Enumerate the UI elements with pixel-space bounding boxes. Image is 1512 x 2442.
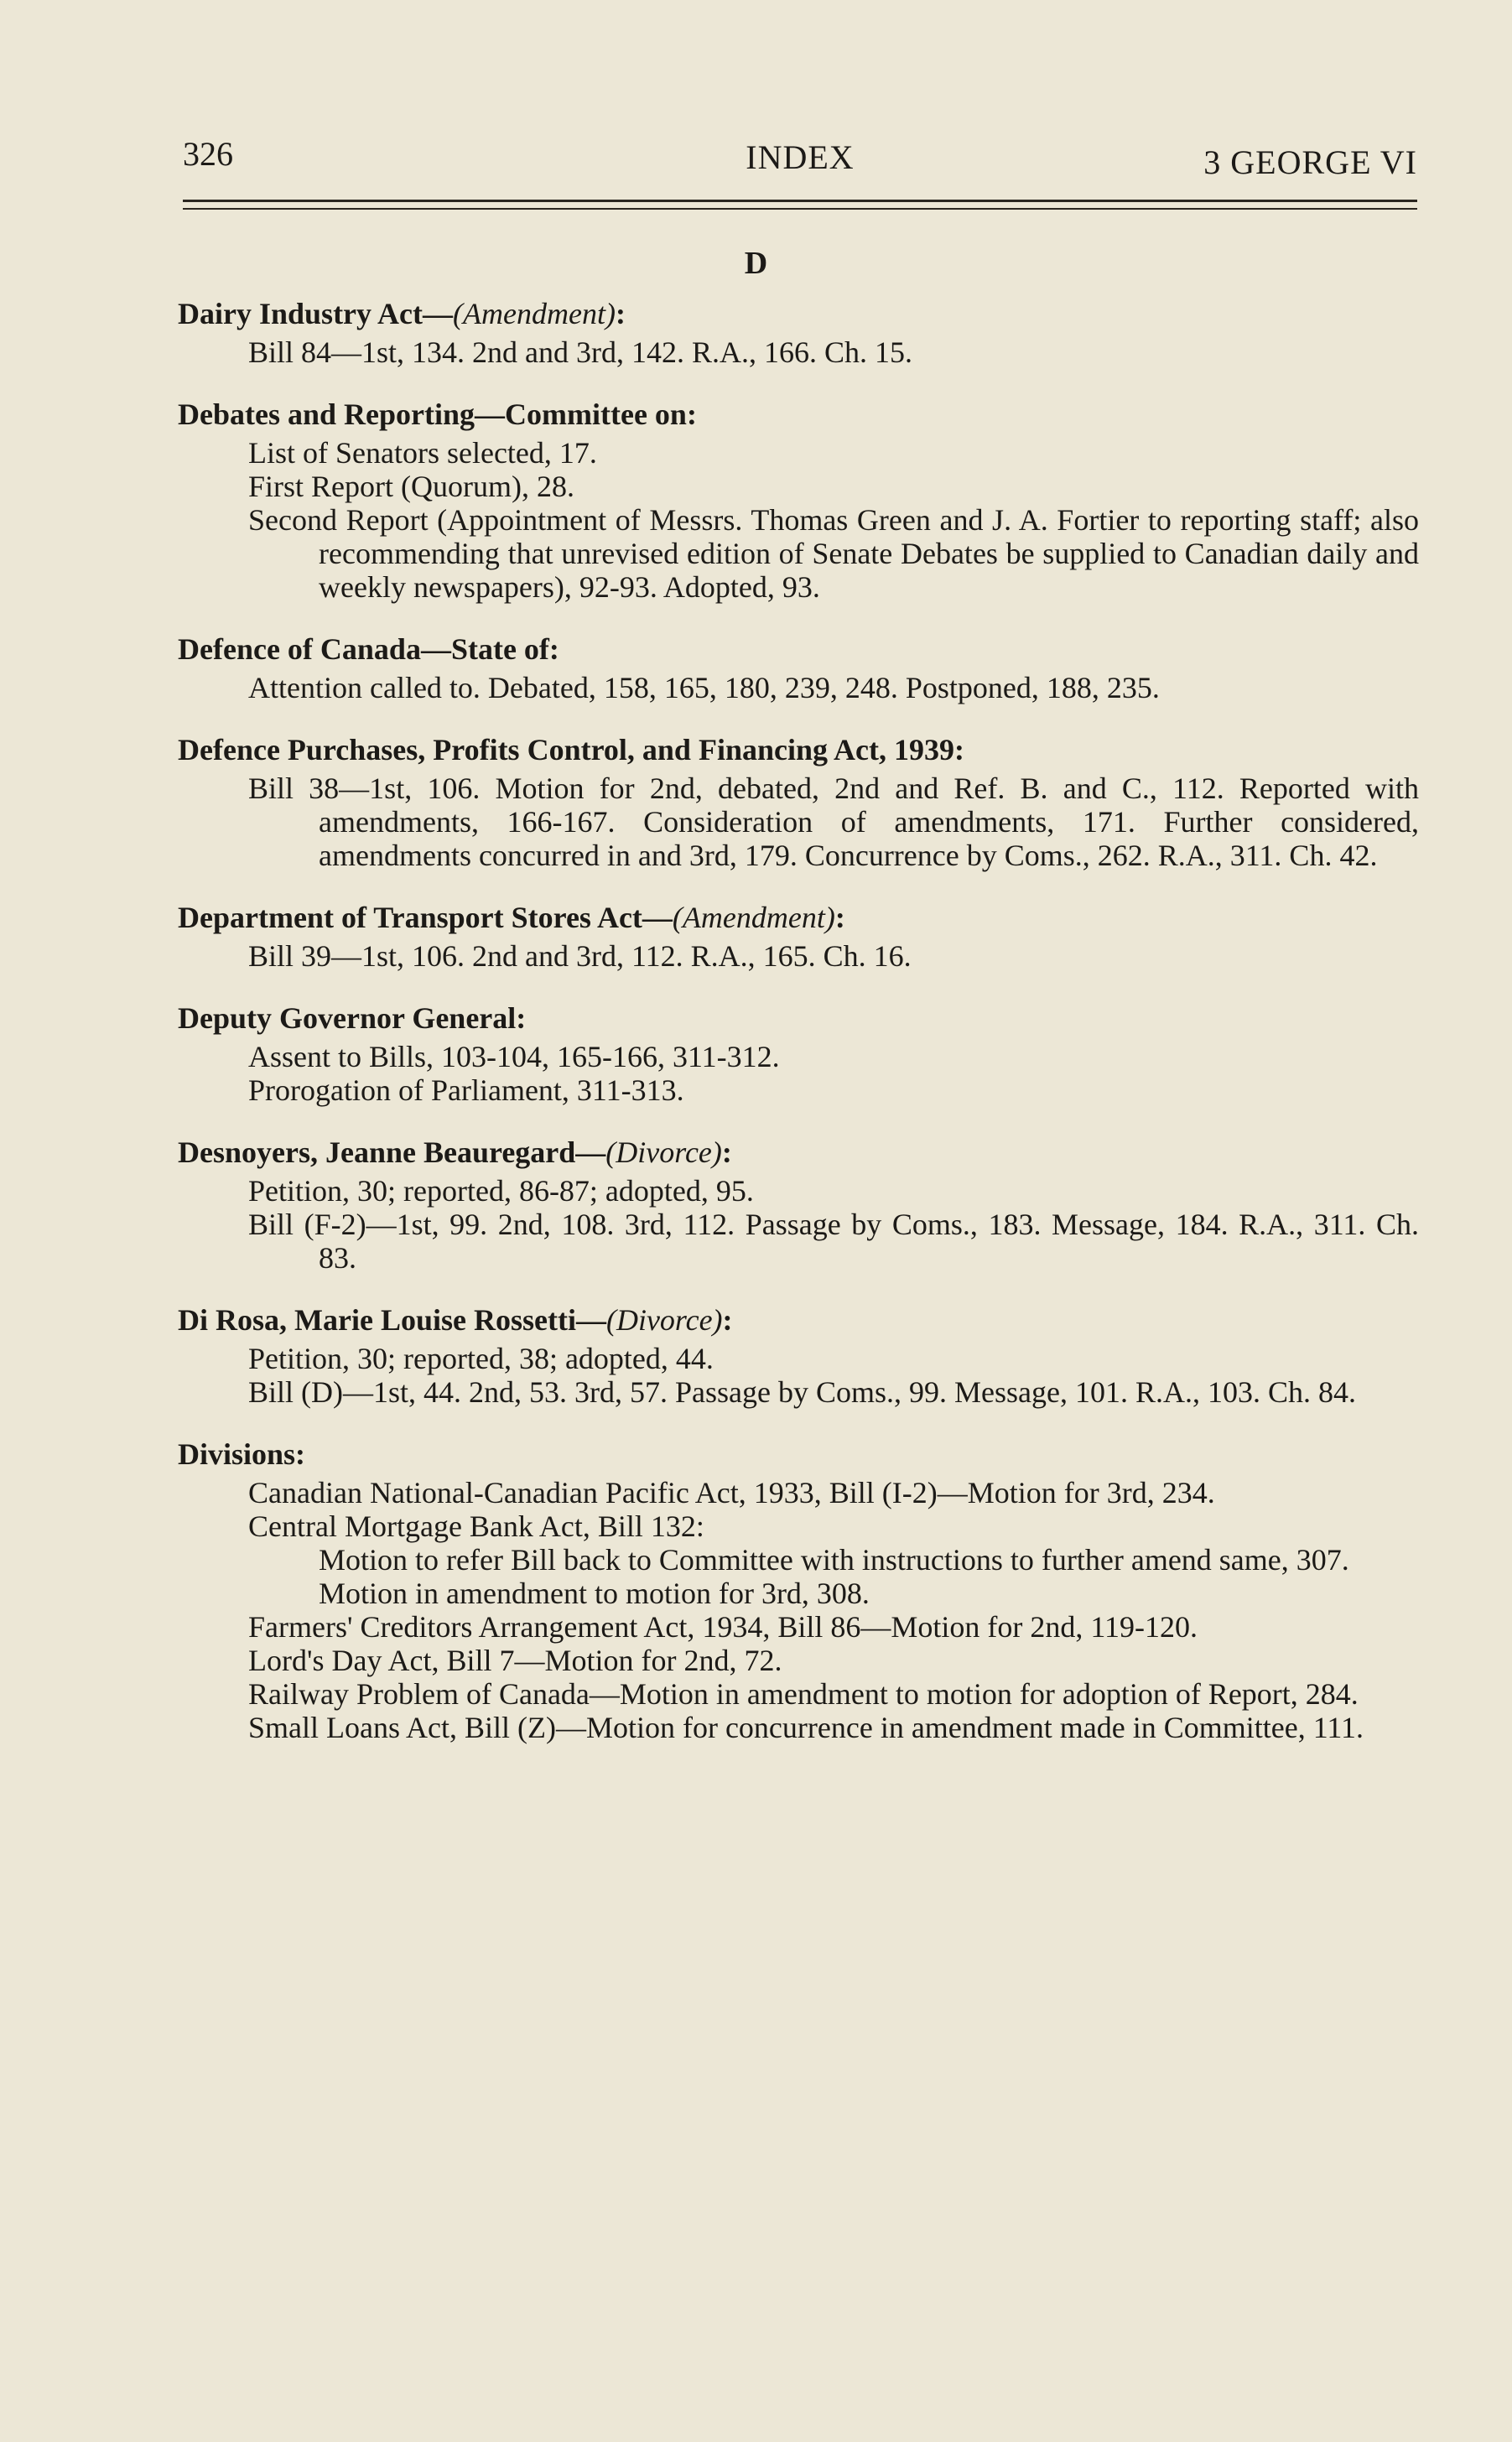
entry-line: List of Senators selected, 17. xyxy=(248,436,597,470)
entry-line: Bill 39—1st, 106. 2nd and 3rd, 112. R.A., 165. Ch. 16. xyxy=(248,939,912,973)
entry-line: Attention called to. Debated, 158, 165, 180, 239, 248. Postponed, 188, 235. xyxy=(248,671,1160,704)
header-rule-top xyxy=(183,200,1417,202)
entry-heading-suffix: : xyxy=(721,1135,732,1169)
index-entry-divisions xyxy=(178,1432,1419,1744)
entry-heading-suffix: : xyxy=(834,901,845,934)
entry-heading xyxy=(178,292,1419,335)
entry-heading: Deputy Governor General: xyxy=(178,1001,527,1035)
index-entry xyxy=(178,627,1419,704)
entry-heading: Defence Purchases, Profits Control, and Financing Act, 1939: xyxy=(178,733,964,766)
page-number: 326 xyxy=(183,135,233,173)
index-entry xyxy=(178,292,1419,369)
entry-heading-text: Desnoyers, Jeanne Beauregard— xyxy=(178,1135,606,1169)
entry-heading-italic: (Amendment) xyxy=(672,901,835,934)
division-item: Small Loans Act, Bill (Z)—Motion for concurrence in amendment made in Committee, 111. xyxy=(248,1711,1364,1744)
entry-heading: Divisions: xyxy=(178,1437,306,1471)
entry-heading-italic: (Divorce) xyxy=(605,1303,723,1337)
entry-heading-italic: (Divorce) xyxy=(605,1135,722,1169)
entry-heading xyxy=(178,896,1419,939)
page-header xyxy=(183,134,1417,184)
running-head-reign: 3 GEORGE VI xyxy=(1203,143,1417,181)
division-item: Railway Problem of Canada—Motion in amendment to motion for adoption of Report, 284. xyxy=(248,1677,1359,1711)
entry-heading xyxy=(178,1130,1419,1174)
division-subitem: Motion to refer Bill back to Committee with instructions to further amend same, 307. xyxy=(319,1543,1349,1577)
division-item: Lord's Day Act, Bill 7—Motion for 2nd, 72. xyxy=(248,1644,782,1677)
entry-heading-text: Dairy Industry Act— xyxy=(178,297,454,330)
index-entry xyxy=(178,392,1419,604)
entry-line: Bill 84—1st, 134. 2nd and 3rd, 142. R.A., 166. Ch. 15. xyxy=(248,335,913,369)
division-subitem: Motion in amendment to motion for 3rd, 308. xyxy=(319,1577,870,1610)
index-entry xyxy=(178,896,1419,973)
index-entry xyxy=(178,728,1419,872)
entry-heading-suffix: : xyxy=(722,1303,733,1337)
division-item: Canadian National-Canadian Pacific Act, 1933, Bill (I-2)—Motion for 3rd, 234. xyxy=(248,1476,1215,1509)
index-content xyxy=(178,292,1419,1768)
entry-heading-italic: (Amendment) xyxy=(453,297,616,330)
page-title: INDEX xyxy=(746,138,855,176)
section-letter: D xyxy=(744,246,768,281)
index-entry xyxy=(178,996,1419,1107)
entry-heading: Defence of Canada—State of: xyxy=(178,632,559,666)
index-entry xyxy=(178,1130,1419,1275)
entry-heading-suffix: : xyxy=(615,297,626,330)
entry-line: Petition, 30; reported, 86-87; adopted, 95. xyxy=(248,1174,754,1208)
header-rule-bottom xyxy=(183,208,1417,210)
entry-line: Assent to Bills, 103-104, 165-166, 311-312. xyxy=(248,1040,780,1073)
division-item: Farmers' Creditors Arrangement Act, 1934, Bill 86—Motion for 2nd, 119-120. xyxy=(248,1610,1198,1644)
entry-line: Second Report (Appointment of Messrs. Thomas Green and J. A. Fortier to reporting staff; also recommending that unrevised edition of Senate Debates be supplied to Canadian daily and weekly newspapers), 92-93. Adopted, 93. xyxy=(248,503,1419,604)
entry-line: Bill (D)—1st, 44. 2nd, 53. 3rd, 57. Passage by Coms., 99. Message, 101. R.A., 103. Ch. 84. xyxy=(248,1375,1356,1409)
entry-heading-text: Di Rosa, Marie Louise Rossetti— xyxy=(178,1303,606,1337)
entry-heading: Debates and Reporting—Committee on: xyxy=(178,397,697,431)
entry-line: First Report (Quorum), 28. xyxy=(248,470,574,503)
index-entry xyxy=(178,1298,1419,1409)
entry-line: Bill (F-2)—1st, 99. 2nd, 108. 3rd, 112. Passage by Coms., 183. Message, 184. R.A., 311. Ch. 83. xyxy=(248,1208,1419,1275)
entry-line: Bill 38—1st, 106. Motion for 2nd, debated, 2nd and Ref. B. and C., 112. Reported with amendments, 166-167. Consideration of amendments, 171. Further considered, amendments concurred in and 3rd, 179. Concurrence by Coms., 262. R.A., 311. Ch. 42. xyxy=(248,772,1419,872)
entry-line: Prorogation of Parliament, 311-313. xyxy=(248,1073,684,1107)
division-item: Central Mortgage Bank Act, Bill 132: xyxy=(248,1509,704,1543)
entry-heading xyxy=(178,1298,1419,1342)
entry-line: Petition, 30; reported, 38; adopted, 44. xyxy=(248,1342,714,1375)
entry-heading-text: Department of Transport Stores Act— xyxy=(178,901,673,934)
